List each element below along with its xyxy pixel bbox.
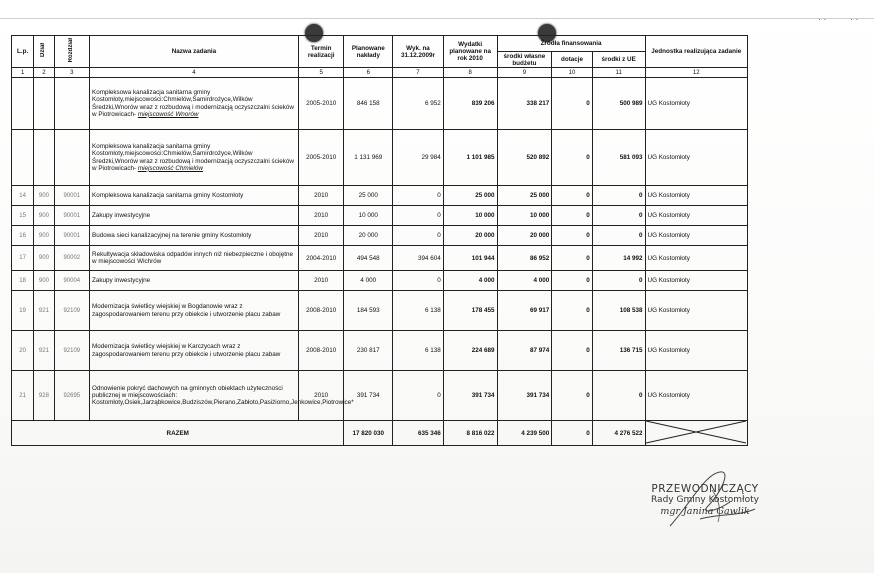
row-wyk: 0 [393, 186, 444, 206]
row-wyk: 29 984 [393, 130, 444, 186]
row-jednostka: UG Kostomłoty [645, 291, 747, 331]
row-rozdzial: 90001 [54, 186, 89, 206]
row-termin: 2005-2010 [298, 78, 344, 130]
row-wlasne: 338 217 [497, 78, 552, 130]
row-planowane: 20 000 [344, 226, 393, 246]
col-jednostka-header: Jednostka realizująca zadanie [645, 36, 747, 68]
row-ue: 0 [592, 206, 645, 226]
row-termin: 2010 [298, 271, 344, 291]
table-row [12, 291, 748, 331]
row-planowane: 184 593 [344, 291, 393, 331]
row-wyk: 0 [393, 206, 444, 226]
scan-specks: · · [850, 14, 859, 24]
row-termin: 2010 [298, 206, 344, 226]
row-wyk: 6 952 [393, 78, 444, 130]
total-crossed-cell [645, 421, 747, 446]
total-label: RAZEM [12, 421, 344, 446]
row-wlasne: 20 000 [497, 226, 552, 246]
row-lp: 15 [12, 206, 34, 226]
row-planowane: 494 548 [344, 246, 393, 271]
row-dotacje: 0 [552, 78, 593, 130]
row-rozdzial: 90002 [54, 246, 89, 271]
row-dotacje: 0 [552, 226, 593, 246]
row-wlasne: 25 000 [497, 186, 552, 206]
row-wyk: 0 [393, 371, 444, 421]
col-dzial-header: Dział [34, 36, 54, 68]
col-planowane-header: Planowane nakłady [344, 36, 393, 68]
row-wlasne: 87 974 [497, 331, 552, 371]
row-rozdzial: 92695 [54, 371, 89, 421]
row-ue: 581 093 [592, 130, 645, 186]
col-number: 6 [344, 68, 393, 78]
table-row [12, 186, 748, 206]
row-dzial: 900 [34, 246, 54, 271]
col-number: 8 [443, 68, 497, 78]
col-number: 11 [592, 68, 645, 78]
row-name-location: miejscowość Wnorów [137, 110, 199, 118]
row-termin: 2005-2010 [298, 130, 344, 186]
row-wydatki: 391 734 [443, 371, 497, 421]
col-number: 2 [34, 68, 54, 78]
cross-out-mark [646, 421, 746, 443]
row-wyk: 6 138 [393, 291, 444, 331]
row-dzial: 900 [34, 226, 54, 246]
row-name: Zakupy inwestycyjne [90, 206, 299, 226]
total-dotacje: 0 [552, 421, 593, 446]
row-rozdzial [54, 78, 89, 130]
row-wlasne: 10 000 [497, 206, 552, 226]
row-wlasne: 4 000 [497, 271, 552, 291]
row-rozdzial: 90001 [54, 226, 89, 246]
row-wydatki: 101 944 [443, 246, 497, 271]
col-number: 1 [12, 68, 34, 78]
row-wydatki: 20 000 [443, 226, 497, 246]
row-wyk: 394 604 [393, 246, 444, 271]
header-row-1 [12, 36, 748, 52]
stamp-council: Rady Gminy Kostomłoty [651, 495, 759, 505]
row-name: Kompleksowa kanalizacja sanitarna gminy Kostomłoty,miejscowości:Chmielów,Samirdrożyce,Wilków Średzki,Wnorów wraz z rozbudową i modernizacją oczyszczalni ścieków w Piotrowicach- miejscowość Wnorów [90, 78, 299, 130]
row-planowane: 230 817 [344, 331, 393, 371]
row-wydatki: 4 000 [443, 271, 497, 291]
col-ue-header: środki z UE [592, 52, 645, 68]
row-wyk: 0 [393, 271, 444, 291]
row-wydatki: 25 000 [443, 186, 497, 206]
col-number: 9 [497, 68, 552, 78]
col-rozdzial-header: Rozdział [54, 36, 89, 68]
row-termin: 2004-2010 [298, 246, 344, 271]
row-dzial [34, 130, 54, 186]
row-wlasne: 86 952 [497, 246, 552, 271]
row-dotacje: 0 [552, 271, 593, 291]
col-number: 3 [54, 68, 89, 78]
row-dzial [34, 78, 54, 130]
col-wyk-header: Wyk. na 31.12.2009r [393, 36, 444, 68]
table-row [12, 130, 748, 186]
row-wydatki: 1 101 985 [443, 130, 497, 186]
row-dzial: 900 [34, 271, 54, 291]
row-ue: 14 992 [592, 246, 645, 271]
col-number: 7 [393, 68, 444, 78]
row-wydatki: 224 689 [443, 331, 497, 371]
col-number: 12 [645, 68, 747, 78]
row-planowane: 25 000 [344, 186, 393, 206]
table-row [12, 271, 748, 291]
row-ue: 500 989 [592, 78, 645, 130]
col-number: 10 [552, 68, 593, 78]
row-dzial: 921 [34, 291, 54, 331]
chairman-stamp [645, 483, 765, 533]
table-body [12, 78, 748, 421]
col-lp-header: L.p. [12, 36, 34, 68]
col-wydatki-header: Wydatki planowane na rok 2010 [443, 36, 497, 68]
row-termin: 2008-2010 [298, 291, 344, 331]
row-wyk: 6 138 [393, 331, 444, 371]
row-wydatki: 178 455 [443, 291, 497, 331]
col-wlasne-header: środki własne budżetu [497, 52, 552, 68]
col-dotacje-header: dotacje [552, 52, 593, 68]
row-dzial: 900 [34, 186, 54, 206]
table-row [12, 371, 748, 421]
row-jednostka: UG Kostomłoty [645, 371, 747, 421]
row-name: Modernizacja świetlicy wiejskiej w Karczycach wraz z zagospodarowaniem terenu przy obiekcie i utworzenie placu zabaw [90, 331, 299, 371]
row-ue: 136 715 [592, 331, 645, 371]
row-lp: 16 [12, 226, 34, 246]
table-row [12, 226, 748, 246]
scan-specks: · · [818, 14, 827, 24]
row-dotacje: 0 [552, 186, 593, 206]
row-ue: 0 [592, 186, 645, 206]
row-planowane: 10 000 [344, 206, 393, 226]
row-rozdzial: 92109 [54, 291, 89, 331]
table-row [12, 206, 748, 226]
row-dotacje: 0 [552, 206, 593, 226]
row-wlasne: 391 734 [497, 371, 552, 421]
row-lp: 17 [12, 246, 34, 271]
row-termin: 2010 [298, 186, 344, 206]
row-name: Kompleksowa kanalizacja sanitarna gminy Kostomłoty,miejscowości:Chmielów,Samirdrożyce,Wilków Średzki,Wnorów wraz z rozbudową i modernizacją oczyszczalni ścieków w Piotrowicach- miejscowość Chmielów [90, 130, 299, 186]
total-row [12, 421, 748, 446]
investment-table [11, 35, 748, 446]
row-jednostka: UG Kostomłoty [645, 331, 747, 371]
stamp-name: mgr Janina Gawlik [660, 506, 750, 517]
row-rozdzial: 92109 [54, 331, 89, 371]
col-number: 5 [298, 68, 344, 78]
page-edge-line [0, 18, 874, 19]
row-jednostka: UG Kostomłoty [645, 130, 747, 186]
row-wydatki: 839 206 [443, 78, 497, 130]
row-ue: 108 538 [592, 291, 645, 331]
row-jednostka: UG Kostomłoty [645, 226, 747, 246]
row-ue: 0 [592, 371, 645, 421]
row-dzial: 900 [34, 206, 54, 226]
row-termin: 2010 [298, 371, 344, 421]
row-dotacje: 0 [552, 371, 593, 421]
table-row [12, 246, 748, 271]
row-name: Budowa sieci kanalizacyjnej na terenie gminy Kostomłoty [90, 226, 299, 246]
row-wyk: 0 [393, 226, 444, 246]
row-name: Odnowienie pokryć dachowych na gminnych obiektach użyteczności publicznej w miejscowościach: Kostomłoty,Osiek,Jarząbkowice,Budziszów,Pierano,Zabłoto,Pasiżiorno,Jenkowice,Piotrowice* [90, 371, 299, 421]
row-dotacje: 0 [552, 331, 593, 371]
total-planowane: 17 820 030 [344, 421, 393, 446]
row-name-location: miejscowość Chmielów [137, 164, 203, 172]
row-ue: 0 [592, 226, 645, 246]
table-row [12, 78, 748, 130]
total-wydatki: 8 816 022 [443, 421, 497, 446]
table-row [12, 331, 748, 371]
row-lp: 14 [12, 186, 34, 206]
row-lp: 21 [12, 371, 34, 421]
row-jednostka: UG Kostomłoty [645, 206, 747, 226]
row-termin: 2008-2010 [298, 331, 344, 371]
total-wyk: 635 346 [393, 421, 444, 446]
row-name: Kompleksowa kanalizacja sanitarna gminy Kostomłoty [90, 186, 299, 206]
row-planowane: 846 158 [344, 78, 393, 130]
row-ue: 0 [592, 271, 645, 291]
row-planowane: 1 131 969 [344, 130, 393, 186]
row-dzial: 928 [34, 371, 54, 421]
row-jednostka: UG Kostomłoty [645, 186, 747, 206]
row-wydatki: 10 000 [443, 206, 497, 226]
row-termin: 2010 [298, 226, 344, 246]
col-zrodla-header: Źródła finansowania [497, 36, 645, 52]
row-jednostka: UG Kostomłoty [645, 246, 747, 271]
stamp-title: PRZEWODNICZĄCY [651, 483, 759, 495]
row-lp: 19 [12, 291, 34, 331]
row-rozdzial [54, 130, 89, 186]
row-planowane: 391 734 [344, 371, 393, 421]
row-dotacje: 0 [552, 246, 593, 271]
col-name-header: Nazwa zadania [90, 36, 299, 68]
row-dzial: 921 [34, 331, 54, 371]
row-jednostka: UG Kostomłoty [645, 78, 747, 130]
row-wlasne: 520 892 [497, 130, 552, 186]
row-lp: 18 [12, 271, 34, 291]
row-rozdzial: 90004 [54, 271, 89, 291]
row-rozdzial: 90001 [54, 206, 89, 226]
col-termin-header: Termin realizacji [298, 36, 344, 68]
row-lp [12, 78, 34, 130]
row-name: Modernizacja świetlicy wiejskiej w Bogdanowie wraz z zagospodarowaniem terenu przy obiekcie i utworzenie placu zabaw [90, 291, 299, 331]
row-planowane: 4 000 [344, 271, 393, 291]
row-wlasne: 69 917 [497, 291, 552, 331]
row-dotacje: 0 [552, 130, 593, 186]
row-jednostka: UG Kostomłoty [645, 271, 747, 291]
row-name: Zakupy inwestycyjne [90, 271, 299, 291]
row-name: Rekultywacja składowiska odpadów innych niż niebezpieczne i obojętne w miejscowości Wichrów [90, 246, 299, 271]
column-number-row [12, 68, 748, 78]
row-lp: 20 [12, 331, 34, 371]
col-number: 4 [90, 68, 299, 78]
total-wlasne: 4 239 500 [497, 421, 552, 446]
total-ue: 4 276 522 [592, 421, 645, 446]
row-dotacje: 0 [552, 291, 593, 331]
row-lp [12, 130, 34, 186]
